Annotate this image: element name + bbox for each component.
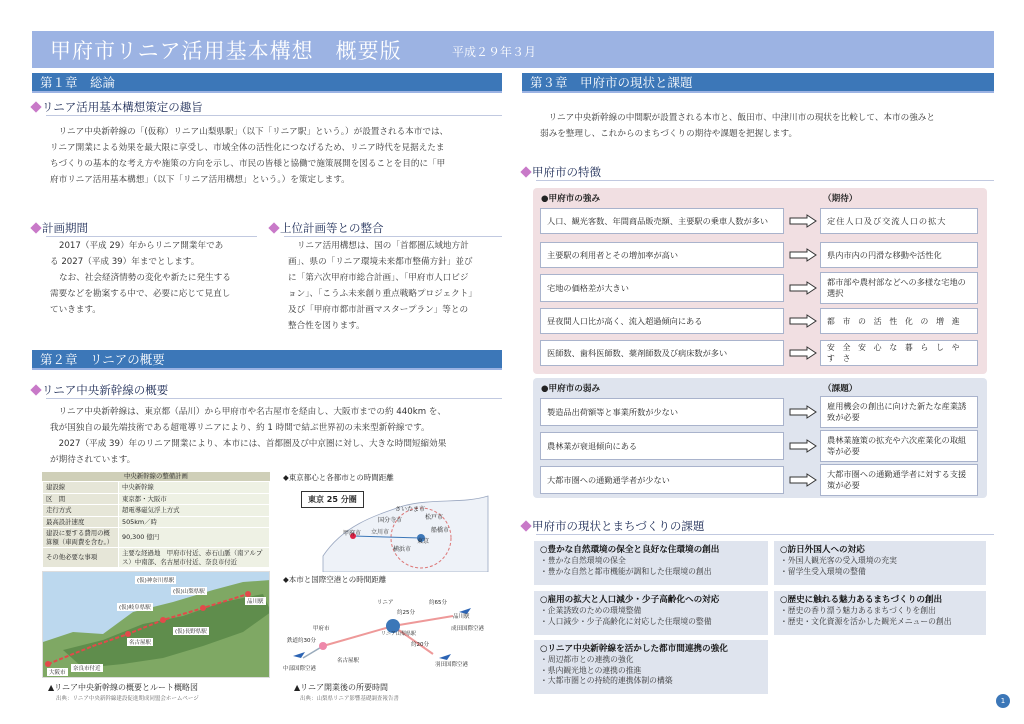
weakness-item: 製造品出荷額等と事業所数が少ない <box>540 398 784 426</box>
route-map-caption: ▲リニア中央新幹線の概要とルート概略図 <box>48 683 198 692</box>
map-label: (仮)長野県駅 <box>175 629 207 635</box>
diagram-label: 名古屋駅 <box>337 658 360 664</box>
plan-table <box>42 472 270 568</box>
upper-plan-text: リニア活用構想は、国の「首都圏広域地方計 画」、県の「リニア環境未来都市整備方針」並び に「第六次甲府市総合計画」、「甲府市人口ビジ ョン」、「こうふ未来創り重点戦略プロジェクト」 及び「甲府市都市計画マスタープラン」等との 整合性を図ります。 <box>288 241 477 331</box>
strength-item: 主要駅の利用者とその増加率が高い <box>540 242 784 268</box>
arrow-right-icon <box>789 214 817 228</box>
city-label: 東京 <box>417 538 430 545</box>
issues-head: （課題） <box>823 384 858 394</box>
expectation-item: 安 全 安 心 な 暮 ら し や す さ <box>820 340 978 366</box>
strength-item: 医師数、歯科医師数、薬剤師数及び病床数が多い <box>540 340 784 366</box>
diagram-source: 出典：山梨県リニア影響基礎調査報告書 <box>300 696 399 702</box>
diagram-label: 成田国際空港 <box>451 626 485 632</box>
route-map-graphic <box>43 572 270 678</box>
document-date: 平成２９年３月 <box>452 45 537 59</box>
tokyo-distance-diagram <box>283 472 493 572</box>
weakness-item: 大都市圏への通勤通学者が少ない <box>540 466 784 494</box>
arrow-right-icon <box>789 439 817 453</box>
diagram2-title: ◆本市と国際空港との時間距離 <box>283 575 387 584</box>
airport-distance-diagram <box>283 574 493 680</box>
diagram-label: 約25分 <box>397 610 415 616</box>
diagram-label: リニア山梨県駅 <box>381 631 416 637</box>
issue-item: 雇用機会の創出に向けた新たな産業誘致が必要 <box>820 396 978 428</box>
upper-plan-heading: 上位計画等との整合 <box>270 220 502 237</box>
purpose-text: リニア中央新幹線の「(仮称）リニア山梨県駅」（以下「リニア駅」という。）が設置される本市では、 リニア開業による効果を最大限に享受し、市域全体の活性化につなげるため、リニア時代を見据えたま ちづくりの基本的な考え方や施策の方向を示し、市民の皆様と協働で施策展開を図ることを目的に「甲 府市リニア活用基本構想」（以下「リニア活用構想」という。）を策定します。 <box>50 127 449 185</box>
diagram-label: 約20分 <box>411 642 429 648</box>
expectation-item: 都 市 の 活 性 化 の 増 進 <box>820 308 978 334</box>
city-label: 立川市 <box>371 529 390 536</box>
title-banner <box>32 31 994 68</box>
route-map-source: 出典：リニア中央新幹線建設促進期成同盟会ホームページ <box>56 696 199 702</box>
expectations-head: （期待） <box>823 194 858 204</box>
expectation-item: 県内市内の円滑な移動や活性化 <box>820 242 978 268</box>
overview-heading: リニア中央新幹線の概要 <box>32 382 502 399</box>
diagram-label: リニア <box>377 600 394 606</box>
table-row: 建設に要する費用の概算額（車両費を含む。） 90,300 億円 <box>43 528 270 548</box>
diagram-label: 品川駅 <box>453 614 470 620</box>
issue-card: ○豊かな自然環境の保全と良好な住環境の創出 ・豊かな自然環境の保全 ・豊かな自然と都市機能が調和した住環境の創出 <box>534 541 768 585</box>
issue-card: ○雇用の拡大と人口減少・少子高齢化への対応 ・企業誘致のための環境整備 ・人口減少・少子高齢化に対応した住環境の整備 <box>534 591 768 635</box>
city-label: 国分寺市 <box>378 517 403 524</box>
features-heading: 甲府市の特徴 <box>522 164 994 181</box>
diagram1-title: ◆東京都心と各都市との時間距離 <box>283 473 394 482</box>
map-label: 奈良市付近 <box>73 666 101 672</box>
chapter3-header: 第３章 甲府市の現状と課題 <box>522 73 994 93</box>
issue-card: ○歴史に触れる魅力あるまちづくりの創出 ・歴史の香り漂う魅力あるまちづくりを創出 ・歴史・文化資源を活かした観光メニューの創出 <box>774 591 986 635</box>
route-map <box>42 571 270 678</box>
table-row: 走行方式 超電導磁気浮上方式 <box>43 505 270 517</box>
purpose-heading: リニア活用基本構想策定の趣旨 <box>32 99 502 116</box>
overview-text: リニア中央新幹線は、東京都（品川）から甲府市や名古屋市を経由し、大阪市までの約 440km を、 我が国独自の最先端技術である超電導リニアにより、約 1 時間で結ぶ世界初の未来型新幹線です。 2027（平成 39）年のリニア開業により、本市には、首都圏及び中京圏に対し、大きな時間短縮効果 が期待されています。 <box>50 407 447 465</box>
expectation-item: 都市部や農村部などへの多様な宅地の選択 <box>820 272 978 304</box>
arrow-right-icon <box>789 248 817 262</box>
map-label: (仮)山梨県駅 <box>173 589 205 595</box>
strengths-head: ●甲府市の強み <box>541 194 601 204</box>
arrow-right-icon <box>789 346 817 360</box>
arrow-right-icon <box>789 473 817 487</box>
arrow-right-icon <box>789 281 817 295</box>
issue-item: 農林業施策の拡充や六次産業化の取組等が必要 <box>820 430 978 462</box>
arrow-right-icon <box>789 314 817 328</box>
issue-card: ○リニア中央新幹線を活かした都市間連携の強化 ・周辺都市との連携の強化 ・県内観光地との連携の推進 ・大都市圏との持続的連携体制の構築 <box>534 640 768 694</box>
issues-heading: 甲府市の現状とまちづくりの課題 <box>522 518 994 535</box>
map-label: (仮)岐阜県駅 <box>119 605 151 611</box>
arrow-right-icon <box>789 405 817 419</box>
city-label: 船橋市 <box>431 527 450 534</box>
chapter1-header: 第１章 総論 <box>32 73 502 93</box>
page-number: 1 <box>996 694 1010 708</box>
issue-item: 大都市圏への通勤通学者に対する支援策が必要 <box>820 464 978 496</box>
table-row: 区 間 東京都・大阪市 <box>43 493 270 505</box>
diagram-label: 甲府市 <box>313 626 330 632</box>
city-label: 甲府市 <box>343 530 362 537</box>
diagram-label: 羽田国際空港 <box>435 662 469 668</box>
diagram-label: 約65分 <box>429 600 447 606</box>
expectation-item: 定住人口及び交流人口の拡大 <box>820 208 978 234</box>
document-title: 甲府市リニア活用基本構想 概要版 <box>50 39 402 63</box>
map-label: 品川駅 <box>247 599 264 605</box>
city-label: さいたま市 <box>395 506 426 513</box>
issue-card: ○訪日外国人への対応 ・外国人観光客の受入環境の充実 ・留学生受入環境の整備 <box>774 541 986 585</box>
table-row: 建設線 中央新幹線 <box>43 482 270 494</box>
period-text: 2017（平成 29）年からリニア開業年であ る 2027（平成 39）年までとします。 なお、社会経済情勢の変化や新たに発生する 需要などを勘案する中で、必要に応じて見直し ていきます。 <box>50 241 231 315</box>
diagram-label: 中部国際空港 <box>283 666 317 672</box>
city-label: 松戸市 <box>425 514 444 521</box>
map-label: 大阪市 <box>49 670 66 676</box>
city-label: 横浜市 <box>393 546 412 553</box>
weaknesses-head: ●甲府市の弱み <box>541 384 601 394</box>
diagram-label: 鉄道約30分 <box>287 638 316 644</box>
map-label: (仮)神奈川県駅 <box>137 578 175 584</box>
weakness-item: 農林業が衰退傾向にある <box>540 432 784 460</box>
chapter2-header: 第２章 リニアの概要 <box>32 350 502 370</box>
diagram-caption: ▲リニア開業後の所要時間 <box>294 683 388 692</box>
strength-item: 昼夜間人口比が高く、流入超過傾向にある <box>540 308 784 334</box>
map-label: 名古屋駅 <box>129 640 152 646</box>
tokyo-25min-badge: 東京 25 分圏 <box>301 491 364 508</box>
chapter3-intro: リニア中央新幹線の中間駅が設置される本市と、飯田市、中津川市の現状を比較して、本市の強みと 弱みを整理し、これからのまちづくりの期待や課題を把握します。 <box>540 113 935 139</box>
period-heading: 計画期間 <box>32 220 257 237</box>
strength-item: 宅地の価格差が大きい <box>540 274 784 302</box>
table-row: 最高設計速度 505km／時 <box>43 516 270 528</box>
strength-item: 人口、観光客数、年間商品販売額、主要駅の乗車人数が多い <box>540 208 784 234</box>
plan-table-title: 中央新幹線の整備計画 <box>42 472 270 481</box>
table-row: その他必要な事項 主要な経過地 甲府市付近、赤石山脈（南アルプス）中南部、名古屋市付近、奈良市付近 <box>43 548 270 568</box>
